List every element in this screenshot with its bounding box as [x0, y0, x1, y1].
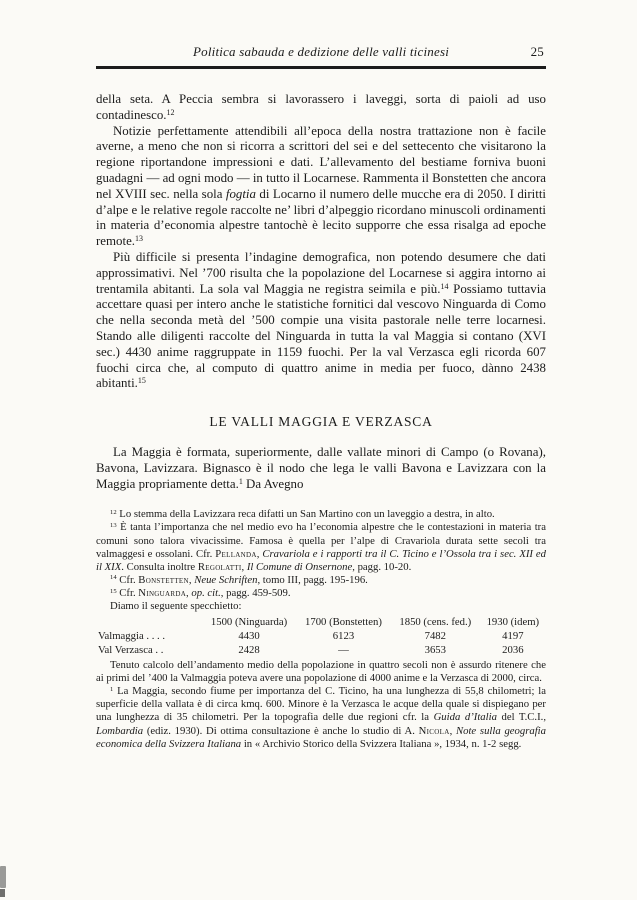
- table-header-cell: 1930 (idem): [486, 616, 540, 629]
- footnotes-block: [96, 508, 546, 750]
- footnote: $^{15}$ Cfr. Ninguarda, op. cit., pagg. 459-509.: [110, 586, 291, 599]
- footnote: $^{12}$ Lo stemma della Lavizzara reca difatti un San Martino con un laveggio a destra, in alto.: [110, 508, 495, 521]
- table-row: [96, 629, 546, 643]
- page-content: [96, 44, 546, 751]
- scan-artifact: [0, 866, 6, 888]
- paragraph: Più difficile si presenta l’indagine demografica, non potendo desumere che dati approssimativi. Nel ’700 risulta che la popolazione del Locarnese si aggira intorno ai trentamila abitanti. La sola val Maggia ne registra seimila e più.$^{14}$ Possiamo tuttavia accettare quasi per intero anche le statistiche fornitici dal vescovo Ninguarda di Como che nella seconda metà del ’500 compie una visita pastorale nelle terre locarnesi. Stando alle diligenti raccolte del Ninguarda in tutta la val Maggia si contano (XVI sec.) 4430 anime raggruppate in 1159 fuochi. Per la val Verzasca egli ricorda 607 fuochi circa che, al computo di quattro anime in media per fuoco, dànno 2438 abitanti.$^{15}$: [96, 249, 546, 391]
- running-head: [96, 44, 546, 60]
- footnote: $^1$ La Maggia, secondo fiume per importanza del C. Ticino, ha una lunghezza di 55,8 chilometri; la superficie della vallata è di circa kmq. 600. Minore è la Verzasca le acque della quale si dispiegano per una lunghezza di 35 chilometri. Per la topografia delle due regioni cfr. la Guida d’Italia del T.C.I., Lombardia (ediz. 1930). Di ottima consultazione è anche lo studio di A. Nicola, Note sulla geografia economica della Svizzera Italiana in « Archivio Storico della Svizzera Italiana », 1934, n. 1-2 segg.: [96, 685, 547, 750]
- paragraph: La Maggia è formata, superiormente, dalle vallate minori di Campo (o Rovana), Bavona, Lavizzara. Bignasco è il nodo che lega le valli Bavona e Lavizzara con la Maggia propriamente detta.$^1$ Da Avegno: [96, 444, 546, 491]
- table-header-cell: 1700 (Bonstetten): [305, 616, 382, 629]
- body-text: [96, 92, 546, 492]
- table-cell: 3653: [424, 644, 446, 657]
- footnote: $^{14}$ Cfr. Bonstetten, Neue Schriften, tomo III, pagg. 195-196.: [110, 573, 368, 586]
- table-header-row: [96, 615, 546, 629]
- table-cell: 7482: [424, 630, 446, 643]
- table-intro: Diamo il seguente specchietto:: [110, 599, 242, 612]
- header-rule: [96, 66, 546, 69]
- paragraph: Notizie perfettamente attendibili all’epoca della nostra trattazione non è facile averne, a meno che non si ricorra a scrittori del sei e del settecento che visitarono la regione riportandone impressioni e dati. L’allevamento del bestiame forniva buoni guadagni — ad ogni modo — in tutto il Locarnese. Rammenta il Bonstetten che ancora nel XVIII sec. nella sola fogtia di Locarno il numero delle mucche era di 2050. I diritti d’alpe e le relative regole raccolte ne’ libri d’alpeggio ricordano minuscoli ordinamenti in materia d’economia alpestre tantochè è lecito supporre che essa risalga ad epoche remote.$^{13}$: [96, 123, 546, 249]
- table-note: Tenuto calcolo dell’andamento medio della popolazione in quattro secoli non è assurdo ritenere che ai primi del ’400 la Valmaggia poteva avere una popolazione di 4000 anime e la Verzasca di 2000, circa.: [96, 659, 546, 685]
- table-cell: 2428: [238, 644, 260, 657]
- table-row: [96, 643, 546, 657]
- table-header-cell: 1500 (Ninguarda): [210, 616, 288, 629]
- table-cell: 4430: [238, 630, 260, 643]
- table-header-cell: [96, 615, 202, 629]
- table-cell: 4197: [502, 630, 524, 643]
- table-cell: 2036: [502, 644, 524, 657]
- footnote: $^{13}$ È tanta l’importanza che nel medio evo ha l’economia alpestre che le contestazioni in materia tra comuni sono talora vivacissime. Famosa è quella per l’alpe di Cravariola durata sette secoli tra valmaggesi e ossolani. Cfr. Pellanda, Cravariola e i rapporti tra il C. Ticino e l’Ossola tra i sec. XII ed il XIX. Consulta inoltre Regolatti, Il Comune di Onsernone, pagg. 10-20.: [96, 521, 547, 573]
- table-row-label: Val Verzasca . .: [98, 644, 164, 657]
- population-table: [96, 615, 546, 657]
- table-cell: 6123: [332, 630, 355, 643]
- table-row-label: Valmaggia . . . .: [98, 630, 166, 643]
- scan-artifact: [0, 889, 5, 897]
- table-header-cell: 1850 (cens. fed.): [399, 616, 472, 629]
- page-number: 25: [530, 44, 544, 59]
- paragraph: della seta. A Peccia sembra si lavorassero i laveggi, sorta di paioli ad uso contadinesco.$^{12}$: [96, 92, 546, 122]
- running-title: Politica sabauda e dedizione delle valli ticinesi: [192, 44, 450, 59]
- table-cell: —: [338, 644, 349, 657]
- section-heading: LE VALLI MAGGIA E VERZASCA: [209, 414, 433, 430]
